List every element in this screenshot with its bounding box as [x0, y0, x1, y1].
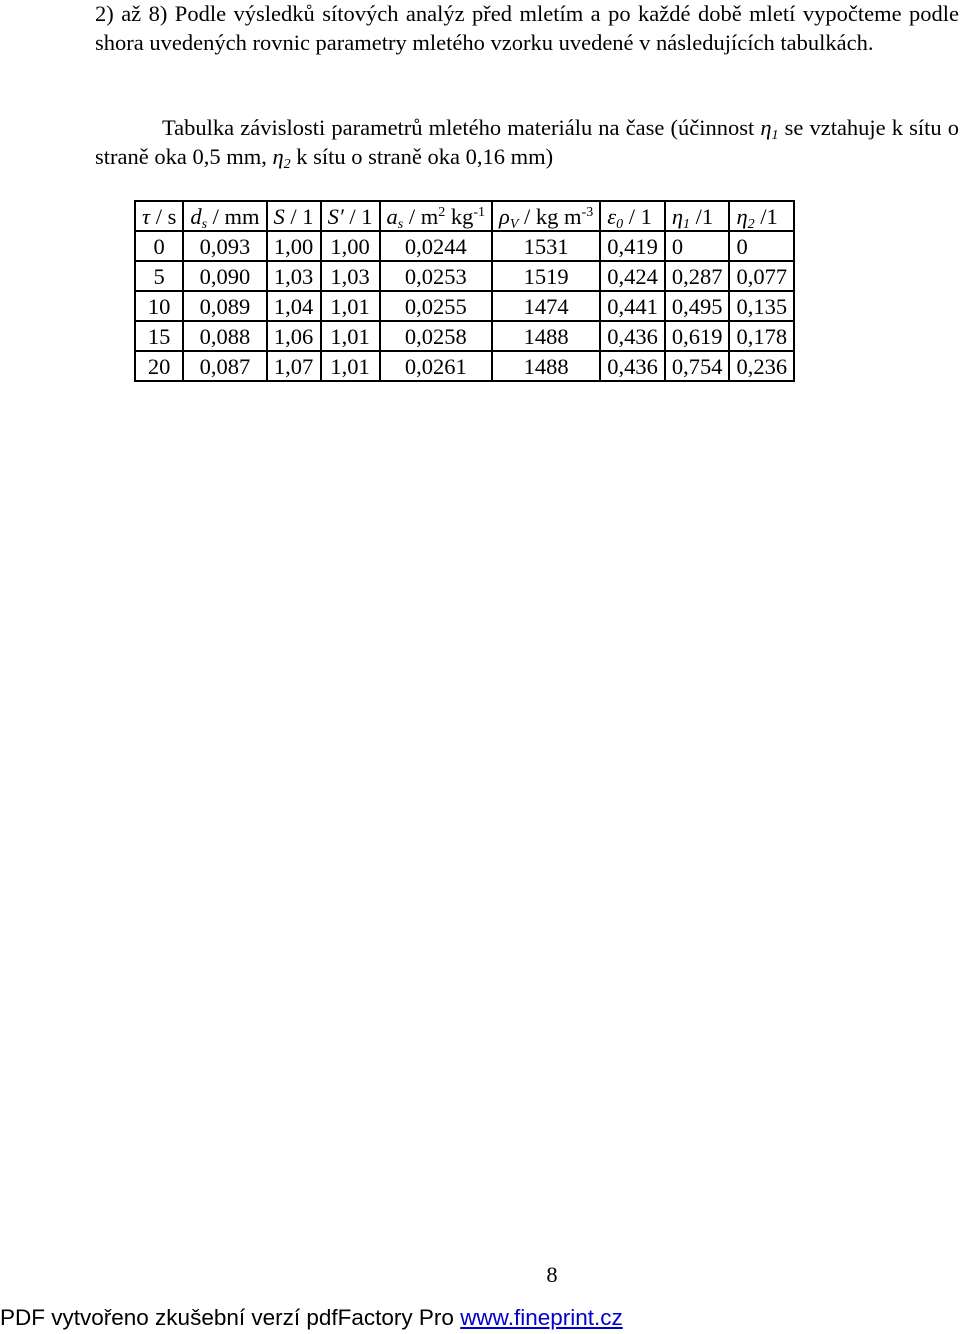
cell-s-prime: 1,00: [321, 231, 380, 261]
header-ds: $d_s$ / mm: [183, 201, 266, 231]
cell-eta2: 0,077: [729, 261, 794, 291]
caption-part-2: se vztahuje k sítu o straně oka 0,5 mm,: [95, 115, 960, 169]
cell-rho: 1474: [492, 291, 600, 321]
cell-ds: 0,087: [183, 351, 266, 381]
cell-eps: 0,424: [600, 261, 665, 291]
caption-part-3: k sítu o straně oka 0,16 mm): [296, 143, 554, 169]
header-s: S / 1: [267, 201, 321, 231]
header-rho: $\rho_V$ / kg $m^{-3}$: [492, 201, 600, 231]
cell-s: 1,06: [267, 321, 321, 351]
table-row: [135, 321, 794, 351]
table-row: [135, 291, 794, 321]
cell-ds: 0,089: [183, 291, 266, 321]
cell-eta2: 0,178: [729, 321, 794, 351]
caption-eta-1: $\eta_1$: [760, 115, 779, 143]
caption-part-1: Tabulka závislosti parametrů mletého materiálu na čase (účinnost: [162, 115, 755, 140]
footer-link[interactable]: www.fineprint.cz: [460, 1305, 623, 1330]
cell-tau: 15: [135, 321, 183, 351]
intro-line-1: 2) až 8) Podle výsledků sítových analýz před mletím a po každé době mletí vypočteme podle shora uvedených rovnic parametry mletého vzorku uvedené: [95, 1, 959, 55]
cell-eta1: 0,619: [665, 321, 730, 351]
cell-s: 1,07: [267, 351, 321, 381]
cell-tau: 20: [135, 351, 183, 381]
cell-as: 0,0255: [380, 291, 493, 321]
header-eps: $\varepsilon_0 / 1$: [600, 201, 665, 231]
cell-ds: 0,093: [183, 231, 266, 261]
footer-text: PDF vytvořeno zkušební verzí pdfFactory Pro: [0, 1305, 461, 1330]
cell-as: 0,0258: [380, 321, 493, 351]
parameters-table: [134, 200, 795, 382]
cell-as: 0,0261: [380, 351, 493, 381]
header-tau: τ / s: [135, 201, 183, 231]
cell-s-prime: 1,01: [321, 321, 380, 351]
cell-as: 0,0253: [380, 261, 493, 291]
cell-eta2: 0: [729, 231, 794, 261]
cell-eta1: 0,495: [665, 291, 730, 321]
cell-eps: 0,436: [600, 321, 665, 351]
cell-rho: 1519: [492, 261, 600, 291]
cell-s: 1,00: [267, 231, 321, 261]
pdf-footer: [0, 1303, 623, 1333]
cell-tau: 10: [135, 291, 183, 321]
table-row: [135, 261, 794, 291]
cell-eps: 0,436: [600, 351, 665, 381]
cell-ds: 0,088: [183, 321, 266, 351]
cell-tau: 5: [135, 261, 183, 291]
cell-tau: 0: [135, 231, 183, 261]
caption-eta-2: $\eta_2$: [272, 143, 291, 172]
table-caption: [95, 114, 959, 171]
cell-eps: 0,441: [600, 291, 665, 321]
cell-s-prime: 1,01: [321, 351, 380, 381]
cell-as: 0,0244: [380, 231, 493, 261]
header-s-prime: S′ / 1: [321, 201, 380, 231]
cell-eps: 0,419: [600, 231, 665, 261]
cell-eta1: 0,287: [665, 261, 730, 291]
header-as: $a_s / m^2$ $kg^{-1}$: [380, 201, 493, 231]
cell-rho: 1488: [492, 351, 600, 381]
cell-eta2: 0,236: [729, 351, 794, 381]
cell-rho: 1531: [492, 231, 600, 261]
intro-paragraph: [95, 0, 959, 57]
cell-s: 1,03: [267, 261, 321, 291]
cell-eta1: 0: [665, 231, 730, 261]
cell-ds: 0,090: [183, 261, 266, 291]
table-row: [135, 351, 794, 381]
table-header-row: [135, 201, 794, 231]
cell-eta1: 0,754: [665, 351, 730, 381]
header-eta1: $\eta_1$ /1: [665, 201, 730, 231]
cell-s: 1,04: [267, 291, 321, 321]
table-row: [135, 231, 794, 261]
header-eta2: $\eta_2$ /1: [729, 201, 794, 231]
cell-eta2: 0,135: [729, 291, 794, 321]
cell-rho: 1488: [492, 321, 600, 351]
intro-line-2: v následujících tabulkách.: [639, 29, 874, 55]
cell-s-prime: 1,01: [321, 291, 380, 321]
page-number: 8: [546, 1262, 558, 1287]
cell-s-prime: 1,03: [321, 261, 380, 291]
